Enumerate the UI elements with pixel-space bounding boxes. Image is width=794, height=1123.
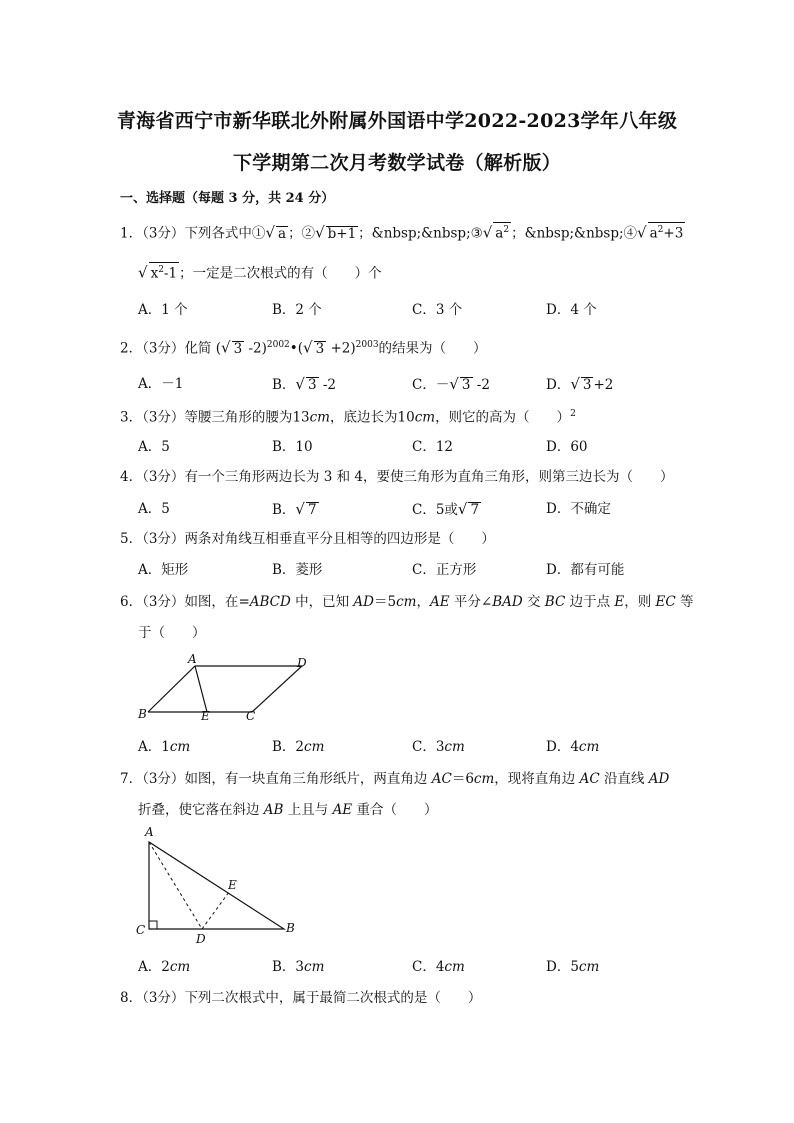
q4-option-b[interactable]: B．√ 7	[272, 500, 317, 518]
q5-option-d[interactable]: D．都有可能	[546, 562, 625, 578]
question-8: 8．（3分）下列二次根式中，属于最简二次根式的是（ ）	[120, 990, 482, 1006]
label-d: D	[196, 932, 206, 944]
q1-option-c[interactable]: C．3 个	[412, 302, 463, 318]
question-4: 4．（3分）有一个三角形两边长为 3 和 4，要使三角形为直角三角形，则第三边长为（ ）	[120, 469, 674, 485]
q5-option-c[interactable]: C．正方形	[412, 562, 477, 578]
q7-option-a[interactable]: A．2cm	[138, 959, 191, 975]
q3-option-b[interactable]: B．10	[272, 439, 313, 455]
q1-option-a[interactable]: A．1 个	[138, 302, 188, 318]
q3-option-a[interactable]: A．5	[138, 439, 170, 455]
question-1: 1．（3分）下列各式中①√ a ；②√ b+1 ；&nbsp;&nbsp;③√ $a^2$ ；&nbsp;&nbsp;④√ $a^2+3$	[120, 223, 684, 242]
q7-option-b[interactable]: B．3cm	[272, 959, 325, 975]
q5-option-b[interactable]: B．菱形	[272, 562, 323, 578]
parallelogram-figure	[130, 650, 330, 725]
question-3: 3．（3分）等腰三角形的腰为13cm，底边长为10cm，则它的高为（ ）$^2$	[120, 409, 576, 426]
question-7-line2: 折叠，使它落在斜边 AB 上且与 AE 重合（ ）	[138, 802, 438, 818]
q1-option-b[interactable]: B．2 个	[272, 302, 322, 318]
q6-option-d[interactable]: D．4cm	[546, 739, 600, 755]
q7-option-d[interactable]: D．5cm	[546, 959, 600, 975]
parallelogram-abcd	[148, 666, 302, 712]
exam-title-line2: 下学期第二次月考数学试卷（解析版）	[232, 152, 562, 174]
triangle-abc	[149, 842, 284, 929]
q2-option-b[interactable]: B．√ 3 -2	[272, 375, 337, 393]
question-1-line2: √ $x^2-1$ ；一定是二次根式的有（ ）个	[138, 263, 382, 282]
label-e: E	[201, 709, 210, 723]
q4-option-d[interactable]: D．不确定	[546, 501, 611, 517]
label-b: B	[286, 921, 295, 935]
section-heading: 一、选择题（每题 3 分，共 24 分）	[120, 191, 335, 206]
q3-option-d[interactable]: D．60	[546, 439, 588, 455]
label-a: A	[188, 652, 197, 666]
q5-option-a[interactable]: A．矩形	[138, 562, 189, 578]
segment-ae	[195, 666, 207, 712]
exam-title-line1: 青海省西宁市新华联北外附属外国语中学2022-2023学年八年级	[116, 110, 678, 132]
label-b: B	[138, 707, 147, 721]
label-c: C	[136, 923, 146, 937]
q7-option-c[interactable]: C．4cm	[412, 959, 465, 975]
segment-de	[202, 892, 229, 929]
label-a: A	[145, 825, 154, 839]
label-d: D	[297, 656, 307, 670]
q4-option-a[interactable]: A．5	[138, 501, 170, 517]
q3-option-c[interactable]: C．12	[412, 439, 454, 455]
question-6-line2: 于（ ）	[138, 625, 206, 641]
right-angle-mark	[149, 921, 157, 929]
q1-option-d[interactable]: D．4 个	[546, 302, 597, 318]
question-2: 2．（3分）化简 (√ 3 -2)$^{2002}$•(√ 3 +2)$^{2003}$的结果为（ ）	[120, 338, 487, 357]
right-triangle-figure	[130, 822, 305, 944]
q2-option-c[interactable]: C．－√ 3 -2	[412, 375, 490, 393]
q2-option-d[interactable]: D．√ 3 +2	[546, 375, 614, 393]
fold-line-ad	[149, 842, 202, 929]
label-c: C	[246, 709, 256, 723]
q6-option-c[interactable]: C．3cm	[412, 739, 465, 755]
question-5: 5．（3分）两条对角线互相垂直平分且相等的四边形是（ ）	[120, 531, 495, 547]
q2-option-a[interactable]: A．－1	[138, 376, 184, 392]
q6-option-a[interactable]: A．1cm	[138, 739, 191, 755]
q6-option-b[interactable]: B．2cm	[272, 739, 325, 755]
question-6: 6．（3分）如图，在=ABCD 中，已知 AD＝5cm，AE 平分∠BAD 交 BC 边于点 E，则 EC 等	[120, 594, 694, 610]
q4-option-c[interactable]: C．5或√ 7	[412, 500, 480, 518]
label-e: E	[228, 878, 237, 892]
question-7: 7．（3分）如图，有一块直角三角形纸片，两直角边 AC＝6cm，现将直角边 AC 沿直线 AD	[120, 771, 670, 787]
